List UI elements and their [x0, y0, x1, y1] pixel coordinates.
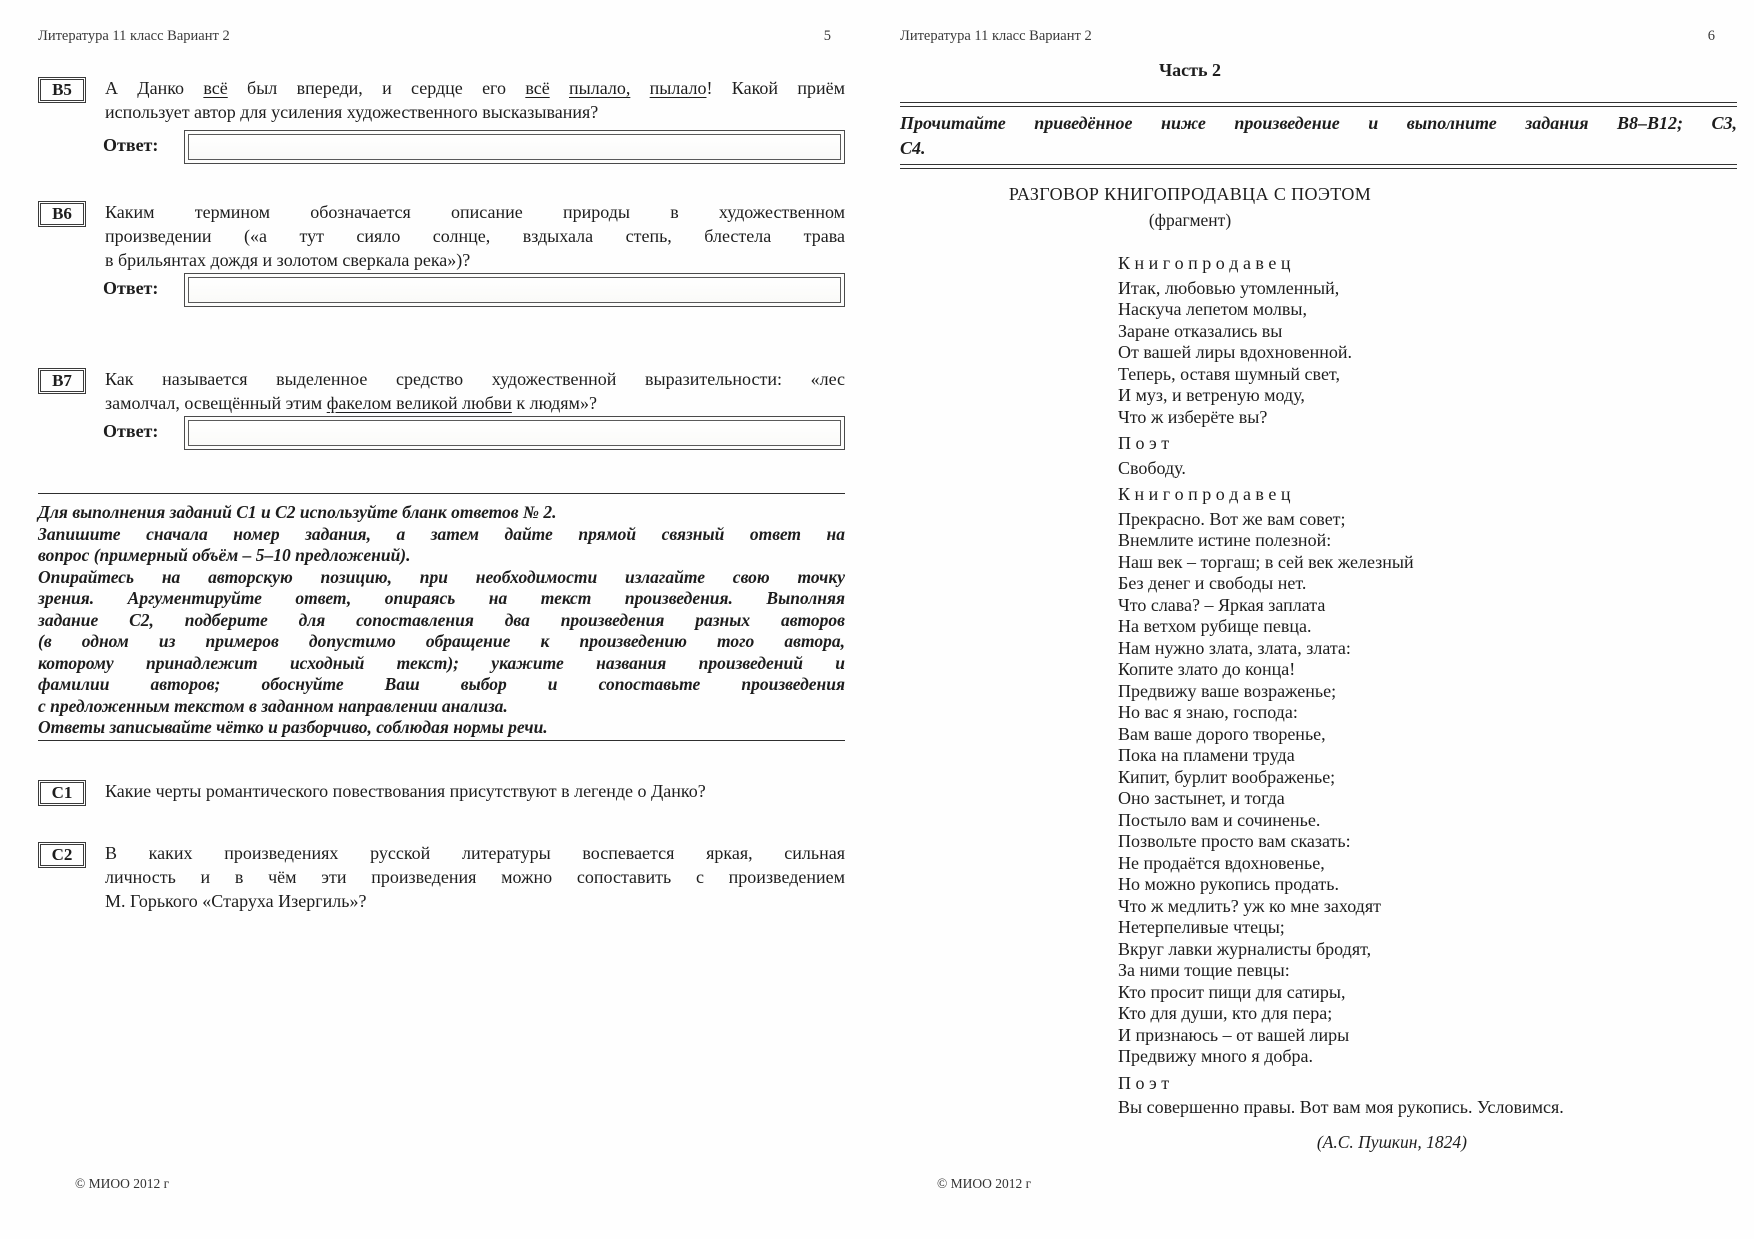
- poem-line: Кто для души, кто для пера;: [1118, 1003, 1333, 1023]
- c-instructions: [38, 502, 845, 739]
- text-segment: А Данко: [105, 78, 204, 98]
- poem-line: Итак, любовью утомленный,: [1118, 277, 1340, 298]
- question-c1-number-box: [38, 780, 86, 806]
- answer-box-b7-inner: [188, 420, 841, 446]
- text-line: Прочитайте приведённое ниже произведение и выполните задания В8–В12; С3,: [900, 113, 1737, 133]
- answer-row-b6: [103, 273, 845, 307]
- question-id: В7: [52, 371, 72, 390]
- copyright-footer-left: © МИОО 2012 г: [75, 1176, 170, 1191]
- poem-line: И муз, и ветреную моду,: [1118, 385, 1305, 405]
- poem-line: Оно застынет, и тогда: [1118, 788, 1285, 808]
- poem-line: Но вас я знаю, господа:: [1118, 702, 1298, 722]
- text-line: в брильянтах дождя и золотом сверкала река»)?: [105, 250, 471, 270]
- text-line: Какие черты романтического повествования присутствуют в легенде о Данко?: [105, 781, 706, 801]
- page-5-header: [38, 28, 845, 45]
- question-id: В6: [52, 204, 72, 223]
- answer-label: Ответ:: [103, 421, 159, 441]
- poem-line: Наскуча лепетом молвы,: [1118, 299, 1308, 319]
- poem-speaker-line: П о э т: [1118, 433, 1170, 453]
- poem-line: Что слава? – Яркая заплата: [1118, 594, 1326, 615]
- poem-line: Вкруг лавки журналисты бродят,: [1118, 938, 1372, 959]
- answer-box-b6: [184, 273, 845, 307]
- poem-line: Наш век – торгаш; в сей век железный: [1118, 551, 1414, 572]
- instruction-paragraph: [38, 524, 845, 567]
- poem-text: [1118, 248, 1718, 1119]
- text-segment: был впереди, и сердце его: [227, 78, 526, 98]
- answer-box-b6-inner: [188, 277, 841, 303]
- instruction-paragraph: [38, 502, 845, 524]
- poem-line: Что ж медлить? уж ко мне заходят: [1118, 895, 1381, 916]
- text-line: (в одном из примеров допустимо обращение к произведению того автора,: [38, 631, 845, 651]
- answer-box-b7: [184, 416, 845, 450]
- question-b6: [38, 200, 845, 272]
- text-line: фамилии авторов; обоснуйте Ваш выбор и сопоставьте произведения: [38, 674, 845, 694]
- page-5: [38, 0, 845, 1239]
- part-2-instruction: [900, 111, 1737, 161]
- poem-line: За ними тощие певцы:: [1118, 960, 1290, 980]
- underlined-text: пылало: [649, 78, 707, 98]
- poem-line: И признаюсь – от вашей лиры: [1118, 1024, 1350, 1045]
- poem-line: Прекрасно. Вот же вам совет;: [1118, 508, 1346, 529]
- poem-line: Что ж изберёте вы?: [1118, 406, 1268, 427]
- question-c2-text: [105, 841, 845, 913]
- text-segment: [630, 78, 649, 98]
- poem-attribution: (А.С. Пушкин, 1824): [1316, 1132, 1467, 1152]
- text-line: вопрос (примерный объём – 5–10 предложений).: [38, 545, 411, 565]
- question-id: В5: [52, 80, 72, 99]
- document-title: Литература 11 класс Вариант 2: [900, 28, 1092, 44]
- question-c1: [38, 779, 845, 806]
- instruction-paragraph: [38, 567, 845, 718]
- question-id: С1: [51, 783, 73, 802]
- page-6-header: [900, 28, 1737, 45]
- answer-row-b7: [103, 416, 845, 450]
- text-line: Опирайтесь на авторскую позицию, при необходимости излагайте свою точку: [38, 566, 845, 587]
- instruction-divider-top: [900, 102, 1737, 107]
- text-segment: ! Какой приём: [706, 78, 845, 98]
- answer-box-b5: [184, 130, 845, 164]
- page-number: 6: [1707, 28, 1715, 44]
- poem-line: Нам нужно злата, злата, злата:: [1118, 637, 1351, 658]
- part-2-title: Часть 2: [1158, 60, 1222, 80]
- poem-speaker-line: К н и г о п р о д а в е ц: [1118, 253, 1291, 273]
- text-line: В каких произведениях русской литературы воспевается яркая, сильная: [105, 843, 845, 863]
- poem-line: От вашей лиры вдохновенной.: [1118, 342, 1352, 362]
- question-b7: [38, 367, 845, 415]
- poem-title: РАЗГОВОР КНИГОПРОДАВЦА С ПОЭТОМ: [1008, 184, 1372, 204]
- poem-line: Заране отказались вы: [1118, 320, 1283, 341]
- text-line: Для выполнения заданий С1 и С2 используйте бланк ответов № 2.: [38, 502, 557, 522]
- answer-box-b5-inner: [188, 134, 841, 160]
- underlined-text: факелом великой любви: [326, 393, 512, 413]
- question-b5-text: [105, 76, 845, 124]
- text-line: С4.: [900, 138, 926, 158]
- page-number: 5: [823, 28, 831, 44]
- poem-line: Копите злато до конца!: [1118, 659, 1296, 679]
- underlined-text: всё: [525, 78, 550, 98]
- poem-line: Вам ваше дорого творенье,: [1118, 723, 1326, 744]
- text-line: [105, 76, 845, 100]
- text-line: Запишите сначала номер задания, а затем дайте прямой связный ответ на: [38, 523, 845, 544]
- question-b6-text: [105, 200, 845, 272]
- document-title: Литература 11 класс Вариант 2: [38, 28, 230, 44]
- answer-row-b5: [103, 130, 845, 164]
- poem-line: Теперь, оставя шумный свет,: [1118, 363, 1340, 384]
- poem-line: Постыло вам и сочиненье.: [1118, 809, 1321, 830]
- poem-line: Нетерпеливые чтецы;: [1118, 917, 1285, 937]
- text-line: произведении («а тут сияло солнце, вздыхала степь, блестела трава: [105, 226, 845, 246]
- question-b6-number-box: [38, 201, 86, 227]
- poem-line: Кто просит пищи для сатиры,: [1118, 981, 1346, 1002]
- text-segment: [550, 78, 569, 98]
- underlined-text: пылало,: [569, 78, 631, 98]
- poem-line: Внемлите истине полезной:: [1118, 530, 1332, 550]
- poem-line: Пока на пламени труда: [1118, 745, 1295, 765]
- underlined-text: всё: [203, 78, 228, 98]
- poem-line: Без денег и свободы нет.: [1118, 573, 1307, 593]
- poem-line: Но можно рукопись продать.: [1118, 874, 1339, 894]
- poem-line: Кипит, бурлит воображенье;: [1118, 766, 1336, 787]
- answer-label: Ответ:: [103, 135, 159, 155]
- text-line: Ответы записывайте чётко и разборчиво, соблюдая нормы речи.: [38, 717, 548, 737]
- question-c2: [38, 841, 845, 913]
- text-line: личность и в чём эти произведения можно сопоставить с произведением: [105, 867, 845, 887]
- copyright-footer-right: © МИОО 2012 г: [937, 1176, 1032, 1191]
- question-b7-number-box: [38, 368, 86, 394]
- page-6: [900, 0, 1737, 1239]
- poem-speaker-line: П о э т: [1118, 1072, 1170, 1093]
- poem-line: Предвижу ваше возраженье;: [1118, 680, 1337, 701]
- text-line: [105, 391, 845, 415]
- text-line: М. Горького «Старуха Изергиль»?: [105, 891, 367, 911]
- question-b5: [38, 76, 845, 124]
- divider-top: [38, 493, 845, 494]
- question-c2-number-box: [38, 842, 86, 868]
- instruction-paragraph: [38, 717, 845, 739]
- divider-bottom: [38, 740, 845, 741]
- text-line: с предложенным текстом в заданном направлении анализа.: [38, 695, 508, 716]
- text-line: зрения. Аргументируйте ответ, опираясь на текст произведения. Выполняя: [38, 588, 845, 608]
- poem-speaker-line: К н и г о п р о д а в е ц: [1118, 484, 1291, 504]
- text-line: которому принадлежит исходный текст); укажите названия произведений и: [38, 652, 845, 673]
- poem-line: Позвольте просто вам сказать:: [1118, 831, 1351, 851]
- poem-line: Вы совершенно правы. Вот вам моя рукопись. Условимся.: [1118, 1097, 1564, 1117]
- poem-line: Не продаётся вдохновенье,: [1118, 852, 1325, 873]
- poem-line: Предвижу много я добра.: [1118, 1046, 1314, 1066]
- question-b5-number-box: [38, 77, 86, 103]
- poem-line: Свободу.: [1118, 457, 1186, 478]
- text-line: использует автор для усиления художественного высказывания?: [105, 102, 599, 122]
- poem-subtitle: (фрагмент): [1148, 210, 1232, 230]
- answer-label: Ответ:: [103, 278, 159, 298]
- question-c1-text: [105, 779, 845, 803]
- text-segment: замолчал, освещённый этим: [105, 393, 327, 413]
- poem-line: На ветхом рубище певца.: [1118, 616, 1312, 636]
- question-b7-text: [105, 367, 845, 415]
- text-line: задание С2, подберите для сопоставления два произведения разных авторов: [38, 609, 845, 630]
- instruction-divider-bottom: [900, 164, 1737, 169]
- text-segment: к людям»?: [511, 393, 597, 413]
- text-line: Как называется выделенное средство художественной выразительности: «лес: [105, 369, 845, 389]
- text-line: Каким термином обозначается описание природы в художественном: [105, 202, 845, 222]
- question-id: С2: [51, 845, 73, 864]
